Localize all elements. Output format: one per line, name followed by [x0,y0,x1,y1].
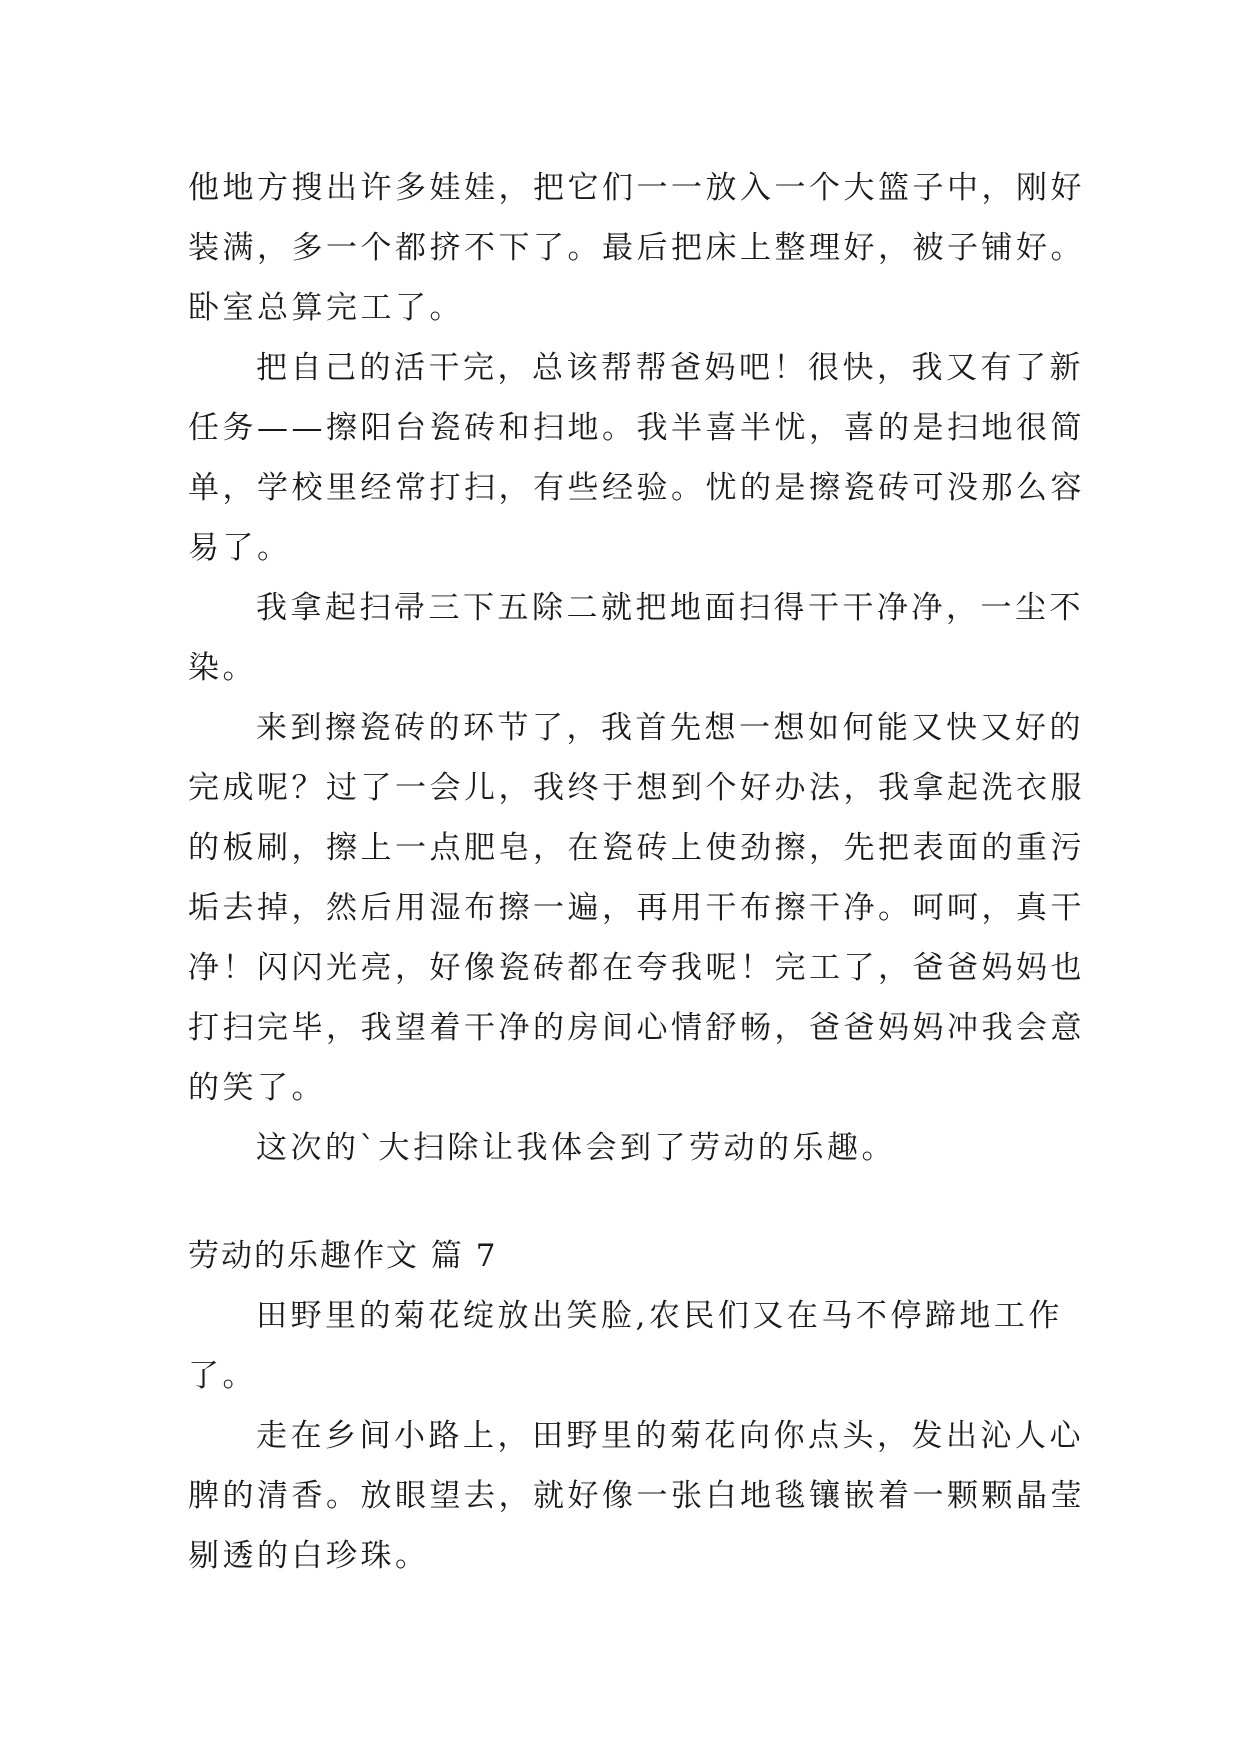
section-paragraph-1 [188,1286,1068,1406]
text-line: 田野里的菊花绽放出笑脸,农民们又在马不停蹄地工作 [256,1298,1063,1334]
text-line: 我拿起扫帚三下五除二就把地面扫得干干净净，一尘不 [256,590,1084,626]
text-line: 染。 [188,650,257,686]
text-line: 单，学校里经常打扫，有些经验。忧的是擦瓷砖可没那么容 [188,470,1085,506]
text-line: 打扫完毕，我望着干净的房间心情舒畅，爸爸妈妈冲我会意 [188,1010,1085,1046]
text-line: 的笑了。 [188,1070,326,1106]
section-heading: 劳动的乐趣作文 篇 7 [188,1238,498,1274]
text-line: 易了。 [188,530,292,566]
text-line: 这次的`大扫除让我体会到了劳动的乐趣。 [256,1130,896,1166]
text-line: 了。 [188,1358,257,1394]
text-line: 的板刷，擦上一点肥皂，在瓷砖上使劲擦，先把表面的重污 [188,830,1085,866]
text-line: 把自己的活干完，总该帮帮爸妈吧！很快，我又有了新 [256,350,1084,386]
text-line: 剔透的白珍珠。 [188,1538,430,1574]
paragraph-3 [188,578,1084,698]
text-line: 他地方搜出许多娃娃，把它们一一放入一个大篮子中，刚好 [188,170,1085,206]
document-body [188,158,1085,1586]
text-line: 完成呢？过了一会儿，我终于想到个好办法，我拿起洗衣服 [188,770,1085,806]
paragraph-5 [188,1118,1068,1178]
text-line: 卧室总算完工了。 [188,290,464,326]
text-line: 装满，多一个都挤不下了。最后把床上整理好，被子铺好。 [188,230,1085,266]
text-line: 任务——擦阳台瓷砖和扫地。我半喜半忧，喜的是扫地很简 [188,410,1085,446]
section-paragraph-2 [188,1406,1085,1586]
text-line: 净！闪闪光亮，好像瓷砖都在夸我呢！完工了，爸爸妈妈也 [188,950,1085,986]
paragraph-2 [188,338,1085,578]
paragraph-4 [188,698,1085,1118]
text-line: 脾的清香。放眼望去，就好像一张白地毯镶嵌着一颗颗晶莹 [188,1478,1085,1514]
text-line: 走在乡间小路上，田野里的菊花向你点头，发出沁人心 [256,1418,1084,1454]
text-line: 来到擦瓷砖的环节了，我首先想一想如何能又快又好的 [256,710,1084,746]
paragraph-1 [188,158,1085,338]
text-line: 垢去掉，然后用湿布擦一遍，再用干布擦干净。呵呵，真干 [188,890,1085,926]
